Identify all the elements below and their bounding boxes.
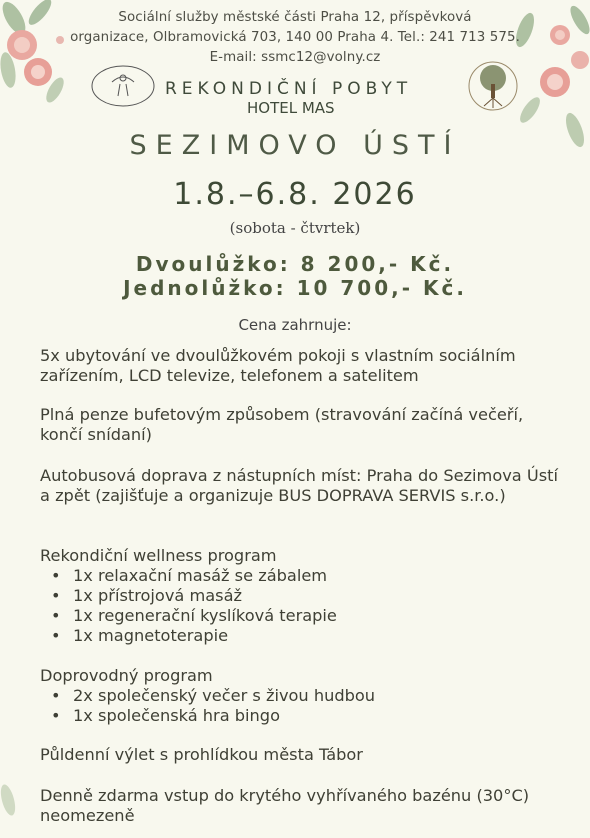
event-title: REKONDIČNÍ POBYT [165, 79, 413, 99]
org-email: E-mail: ssmc12@volny.cz [209, 50, 381, 65]
side-program-list [40, 686, 560, 726]
destination-title: SEZIMOVO ÚSTÍ [129, 130, 461, 161]
side-program-heading: Doprovodný program [40, 666, 213, 685]
accommodation-text: 5x ubytování ve dvoulůžkovém pokoji s vlastním sociálním zařízením, LCD televize, telefonem a satelitem [40, 346, 516, 385]
organization-header [0, 8, 590, 68]
hotel-name: HOTEL MAS [247, 99, 335, 117]
angel-logo-icon [90, 64, 156, 108]
price-single-room: Jednolůžko: 10 700,- Kč. [123, 276, 467, 300]
includes-heading: Cena zahrnuje: [238, 316, 352, 334]
list-item: • 1x přístrojová masáž [73, 586, 560, 606]
board-text: Plná penze bufetovým způsobem (stravování začíná večeří, končí snídaní) [40, 405, 524, 444]
event-days: (sobota - čtvrtek) [229, 219, 361, 237]
org-line-2: organizace, Olbramovická 703, 140 00 Praha 4. Tel.: 241 713 575. [70, 30, 520, 45]
tree-logo-icon [460, 60, 526, 116]
list-item: • 1x magnetoterapie [73, 626, 560, 646]
trip-text: Půldenní výlet s prohlídkou města Tábor [40, 745, 363, 764]
transport-text: Autobusová doprava z nástupních míst: Praha do Sezimova Ústí a zpět (zajišťuje a organizuje BUS DOPRAVA SERVIS s.r.o.) [40, 466, 558, 505]
price-double-room: Dvoulůžko: 8 200,- Kč. [135, 252, 455, 276]
wellness-list [40, 566, 560, 646]
pool-text: Denně zdarma vstup do krytého vyhřívaného bazénu (30°C) neomezeně [40, 786, 530, 825]
list-item: • 1x relaxační masáž se zábalem [73, 566, 560, 586]
list-item: • 1x regenerační kyslíková terapie [73, 606, 560, 626]
org-line-1: Sociální služby městské části Praha 12, příspěvková [118, 10, 472, 25]
leaf-decoration-bottom-icon [0, 760, 40, 838]
wellness-section [40, 546, 560, 646]
event-dates: 1.8.–6.8. 2026 [173, 177, 417, 212]
list-item: • 2x společenský večer s živou hudbou [73, 686, 560, 706]
side-program-section [40, 666, 560, 726]
list-item: • 1x společenská hra bingo [73, 706, 560, 726]
wellness-heading: Rekondiční wellness program [40, 546, 277, 565]
